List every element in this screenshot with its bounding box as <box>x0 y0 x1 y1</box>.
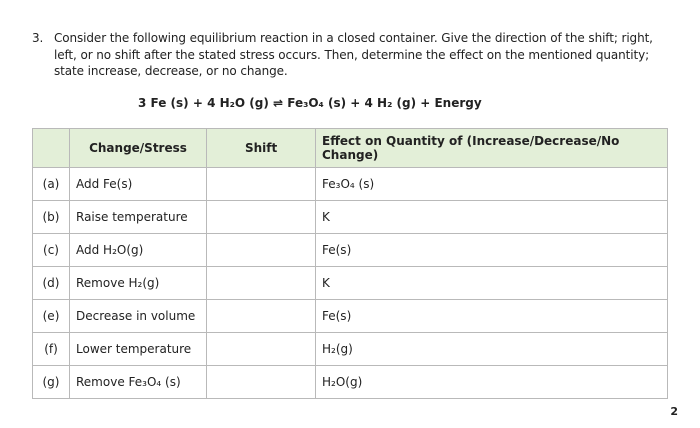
row-label: (c) <box>33 234 70 267</box>
row-shift-cell[interactable] <box>207 234 316 267</box>
table-row <box>33 333 668 366</box>
table-header-row <box>33 129 668 168</box>
row-stress: Decrease in volume <box>70 300 207 333</box>
table-row <box>33 366 668 399</box>
row-shift-cell[interactable] <box>207 168 316 201</box>
header-effect: Effect on Quantity of (Increase/Decrease/No Change) <box>316 129 668 168</box>
header-shift: Shift <box>207 129 316 168</box>
header-label-cell <box>33 129 70 168</box>
row-quantity: K <box>316 267 668 300</box>
header-change-stress: Change/Stress <box>70 129 207 168</box>
page-number: 2 <box>670 405 678 418</box>
question-block <box>32 30 672 80</box>
row-label: (b) <box>33 201 70 234</box>
row-shift-cell[interactable] <box>207 201 316 234</box>
row-quantity: Fe(s) <box>316 234 668 267</box>
row-label: (d) <box>33 267 70 300</box>
table-row <box>33 201 668 234</box>
row-label: (a) <box>33 168 70 201</box>
row-quantity: Fe(s) <box>316 300 668 333</box>
row-stress: Add H₂O(g) <box>70 234 207 267</box>
row-quantity: Fe₃O₄ (s) <box>316 168 668 201</box>
row-shift-cell[interactable] <box>207 366 316 399</box>
question-number: 3. <box>32 31 44 45</box>
row-quantity: H₂O(g) <box>316 366 668 399</box>
stress-table <box>32 128 668 399</box>
row-stress: Lower temperature <box>70 333 207 366</box>
row-shift-cell[interactable] <box>207 300 316 333</box>
row-stress: Remove Fe₃O₄ (s) <box>70 366 207 399</box>
row-stress: Remove H₂(g) <box>70 267 207 300</box>
table-row <box>33 168 668 201</box>
row-shift-cell[interactable] <box>207 267 316 300</box>
row-quantity: H₂(g) <box>316 333 668 366</box>
table-row <box>33 234 668 267</box>
row-label: (e) <box>33 300 70 333</box>
equilibrium-equation: 3 Fe (s) + 4 H₂O (g) ⇌ Fe₃O₄ (s) + 4 H₂ (g) + Energy <box>138 96 482 110</box>
row-stress: Raise temperature <box>70 201 207 234</box>
question-text: Consider the following equilibrium reaction in a closed container. Give the direction of the shift; right, left, or no shift after the stated stress occurs. Then, determine the effect on the mentioned quantity; state increase, decrease, or no change. <box>54 31 653 78</box>
table-row <box>33 300 668 333</box>
row-quantity: K <box>316 201 668 234</box>
table-row <box>33 267 668 300</box>
row-label: (g) <box>33 366 70 399</box>
row-shift-cell[interactable] <box>207 333 316 366</box>
row-stress: Add Fe(s) <box>70 168 207 201</box>
row-label: (f) <box>33 333 70 366</box>
